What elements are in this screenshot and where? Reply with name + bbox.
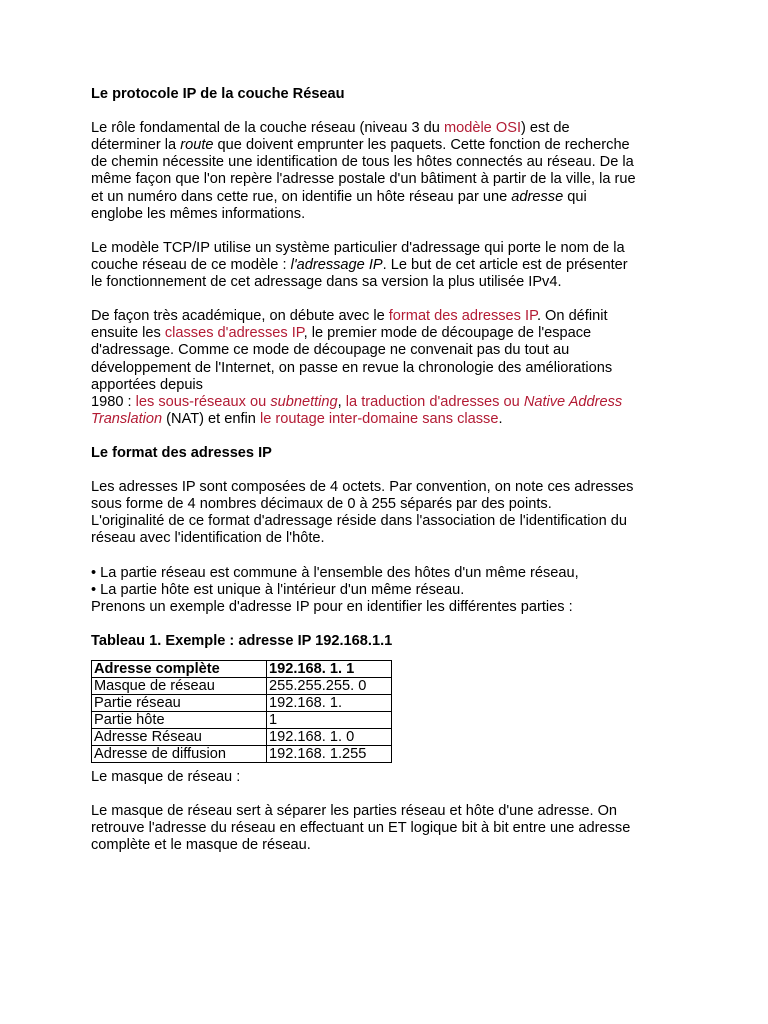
bullet-item: • La partie hôte est unique à l'intérieur d'un même réseau. — [91, 581, 465, 598]
bullet-paragraph: • La partie réseau est commune à l'ensemble des hôtes d'un même réseau, • La partie hôte est unique à l'intérieur d'un même réseau. Prenons un exemple d'adresse IP pour en identifier les différentes parties : — [91, 565, 691, 616]
table-cell: 1 — [267, 712, 392, 729]
section-title-format: Le format des adresses IP — [91, 444, 272, 461]
table-header-row — [92, 661, 392, 678]
format-paragraph: Les adresses IP sont composées de 4 octets. Par convention, on note ces adresses sous forme de 4 nombres décimaux de 0 à 255 séparés par des points. L'originalité de ce format d'adressage réside dans l'association de l'identification du réseau avec l'identification de l'hôte. — [91, 479, 634, 547]
link-traduction-adresses[interactable]: la traduction d'adresses ou Native Address — [345, 393, 623, 410]
table-cell: 192.168. 1. 1 — [267, 661, 392, 678]
bullet-item: • La partie réseau est commune à l'ensemble des hôtes d'un même réseau, — [91, 564, 579, 581]
document-page — [91, 86, 691, 855]
outline-paragraph: De façon très académique, on débute avec le format des adresses IP. On définit ensuite les classes d'adresses IP, le premier mode de découpage de l'espace d'adressage. Comme ce mode de découpage ne convenait pas du tout au développement de l'Internet, on passe en revue la chronologie des améliorations apportées depuis 1980 : les sous-réseaux ou subnetting, la traduction d'adresses ou Native Address Translation (NAT) et enfin le routage inter-domaine sans classe. — [91, 308, 623, 427]
table-caption: Tableau 1. Exemple : adresse IP 192.168.1.1 — [91, 633, 393, 649]
link-classes-adresses-ip[interactable]: classes d'adresses IP — [164, 325, 304, 342]
table-cell: 255.255.255. 0 — [267, 678, 392, 695]
table-row — [92, 695, 392, 712]
table-cell: Partie réseau — [92, 695, 267, 712]
table-cell: 192.168. 1. 0 — [267, 729, 392, 746]
table-cell: Masque de réseau — [92, 678, 267, 695]
link-routage-inter-domaine[interactable]: le routage inter-domaine sans classe — [259, 410, 499, 427]
table-row — [92, 729, 392, 746]
intro-paragraph: Le rôle fondamental de la couche réseau (niveau 3 du modèle OSI) est de déterminer la route que doivent emprunter les paquets. Cette fonction de recherche de chemin nécessite une identification de tous les hôtes connectés au réseau. De la même façon que l'on repère l'adresse postale d'un bâtiment à partir de la ville, la rue et un numéro dans cette rue, on identifie un hôte réseau par une adresse qui englobe les mêmes informations. — [91, 120, 636, 222]
link-modele-osi[interactable]: modèle OSI — [443, 120, 521, 137]
table-cell: Adresse complète — [92, 661, 267, 678]
table-cell: Adresse de diffusion — [92, 746, 267, 763]
table-cell: 192.168. 1. — [267, 695, 392, 712]
link-traduction-adresses-cont[interactable]: Translation — [91, 410, 163, 427]
link-format-adresses-ip[interactable]: format des adresses IP — [388, 308, 537, 325]
document-title: Le protocole IP de la couche Réseau — [91, 86, 345, 102]
table-row — [92, 746, 392, 763]
link-sous-reseaux[interactable]: les sous-réseaux ou subnetting — [135, 393, 338, 410]
table-row — [92, 678, 392, 695]
tcpip-paragraph: Le modèle TCP/IP utilise un système particulier d'adressage qui porte le nom de la couche réseau de ce modèle : l'adressage IP. Le but de cet article est de présenter le fonctionnement de cet adressage dans sa version la plus utilisée IPv4. — [91, 239, 628, 291]
table-cell: Adresse Réseau — [92, 729, 267, 746]
table-cell: Partie hôte — [92, 712, 267, 729]
mask-paragraph: Le masque de réseau sert à séparer les parties réseau et hôte d'une adresse. On retrouve l'adresse du réseau en effectuant un ET logique bit à bit entre une adresse complète et le masque de réseau. — [91, 803, 631, 854]
table-cell: 192.168. 1.255 — [267, 746, 392, 763]
example-ip-table — [91, 660, 392, 763]
table-row — [92, 712, 392, 729]
mask-label: Le masque de réseau : — [91, 769, 241, 786]
